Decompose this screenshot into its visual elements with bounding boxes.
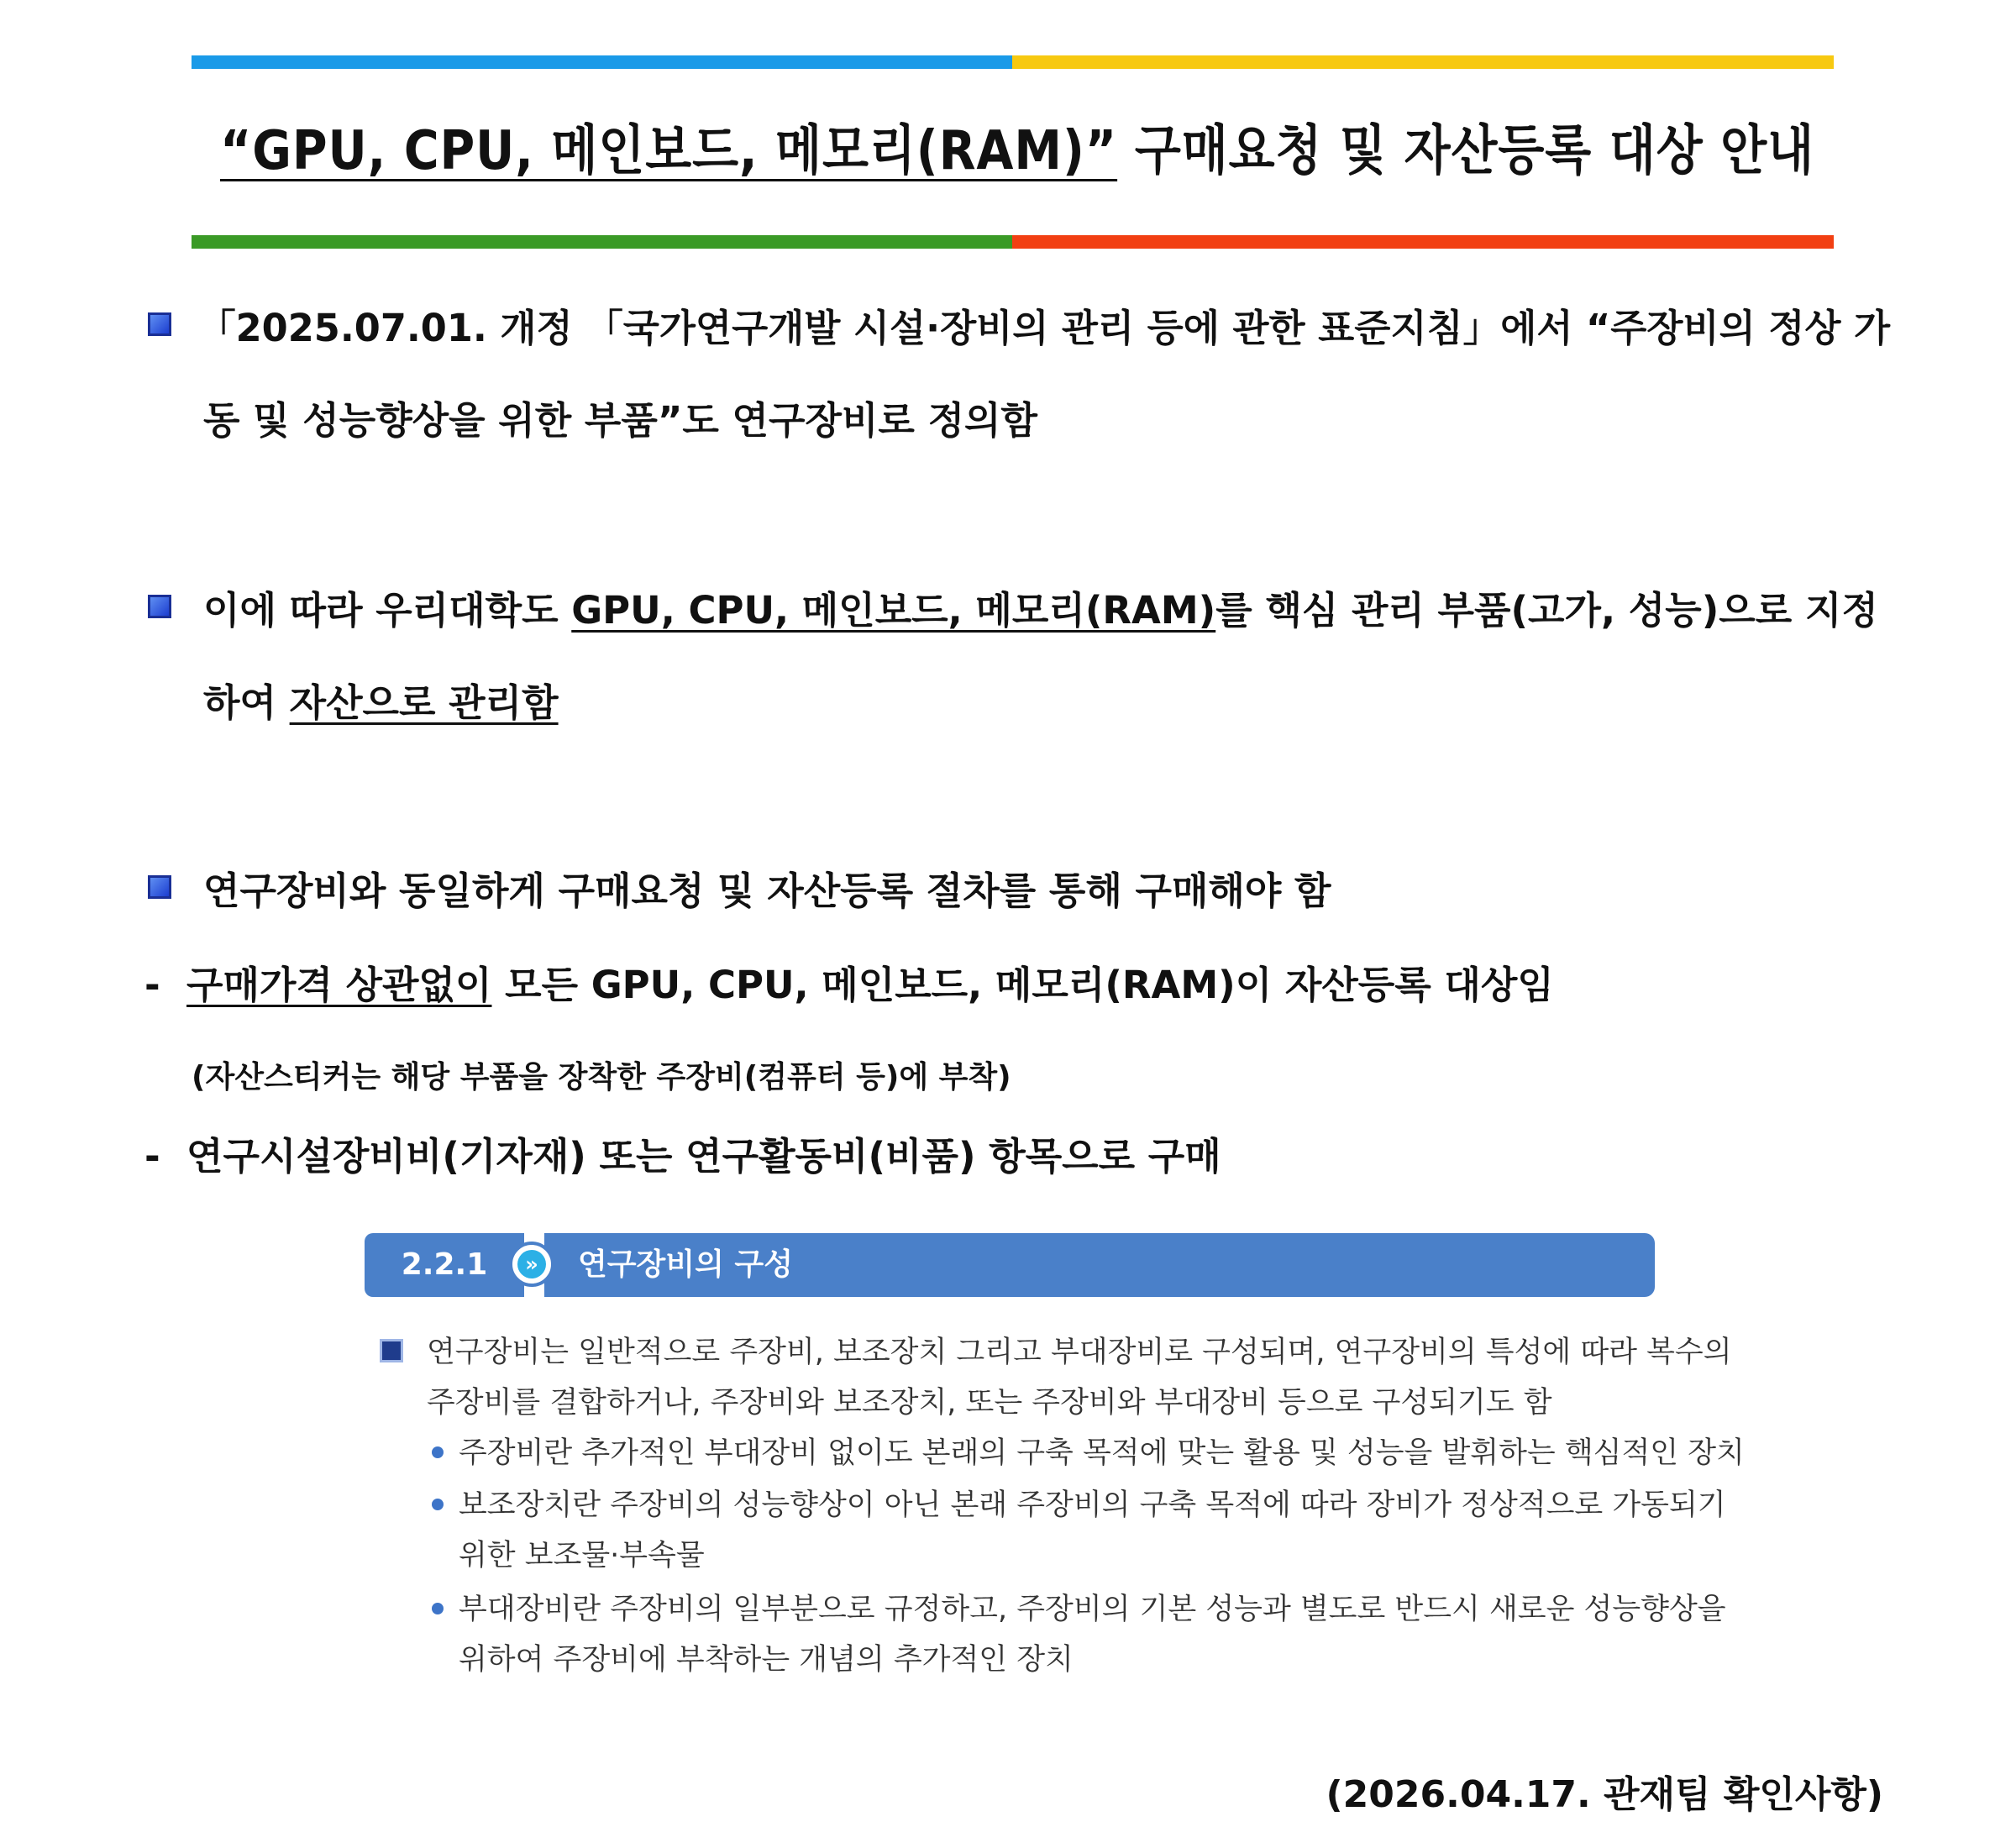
page-title <box>220 109 1815 193</box>
dash-item-1-underlined: 구매가격 상관없이 <box>186 963 492 1007</box>
double-chevron-icon <box>509 1242 554 1287</box>
top-bar-blue <box>192 55 1012 69</box>
guide-dot-bullet-icon <box>432 1603 444 1614</box>
dash-mark: - <box>144 1134 160 1179</box>
guide-section-number: 2.2.1 <box>365 1233 524 1297</box>
bottom-bar-green <box>192 235 1012 249</box>
section-2-line-1-post: 를 핵심 관리 부품(고가, 성능)으로 지정 <box>1215 588 1878 633</box>
section-3-line-1: 연구장비와 동일하게 구매요청 및 자산등록 절차를 통해 구매해야 함 <box>203 869 1331 913</box>
double-chevron-glyph: » <box>517 1250 546 1278</box>
square-bullet-icon <box>148 595 171 618</box>
section-2-line-1-underlined: GPU, CPU, 메인보드, 메모리(RAM) <box>571 588 1216 633</box>
section-2-line-2-pre: 하여 <box>203 680 290 725</box>
guide-bullet-3-line-1: 부대장비란 주장비의 일부분으로 규정하고, 주장비의 기본 성능과 별도로 반드시 새로운 성능향상을 <box>459 1593 1726 1626</box>
section-2-line-1-pre: 이에 따라 우리대학도 <box>203 588 572 633</box>
section-1-line-1: 「2025.07.01. 개정 「국가연구개발 시설·장비의 관리 등에 관한 표준지침」에서 “주장비의 정상 가 <box>198 306 1891 350</box>
section-2-line-2-underlined: 자산으로 관리함 <box>289 680 559 725</box>
guide-intro-line-1: 연구장비는 일반적으로 주장비, 보조장치 그리고 부대장비로 구성되며, 연구장비의 특성에 따라 복수의 <box>427 1336 1732 1369</box>
guide-dot-bullet-icon <box>432 1446 444 1458</box>
guide-dot-bullet-icon <box>432 1499 444 1510</box>
guide-bullet-2-line-1: 보조장치란 주장비의 성능향상이 아닌 본래 주장비의 구축 목적에 따라 장비가 정상적으로 가동되기 <box>459 1488 1726 1522</box>
dash-item-1-post: 모든 GPU, CPU, 메인보드, 메모리(RAM)이 자산등록 대상임 <box>491 963 1554 1007</box>
title-quoted-part: “GPU, CPU, 메인보드, 메모리(RAM)” <box>220 120 1118 182</box>
dash-item-1-note: (자산스티커는 해당 부품을 장착한 주장비(컴퓨터 등)에 부착) <box>192 1060 1011 1095</box>
square-bullet-icon <box>148 312 171 336</box>
section-1-line-2: 동 및 성능향상을 위한 부품”도 연구장비로 정의함 <box>203 398 1037 443</box>
dash-item-2-text: 연구시설장비비(기자재) 또는 연구활동비(비품) 항목으로 구매 <box>186 1134 1221 1179</box>
guide-square-bullet-icon <box>380 1339 403 1362</box>
square-bullet-icon <box>148 875 171 899</box>
title-rest: 구매요청 및 자산등록 대상 안내 <box>1117 120 1815 182</box>
guide-header <box>365 1233 1655 1297</box>
section-2-line-2 <box>203 672 559 727</box>
dash-item-2 <box>144 1126 1221 1180</box>
guide-heading: 연구장비의 구성 <box>544 1233 1655 1297</box>
dash-item-1 <box>144 954 1554 1009</box>
bottom-bar-red <box>1012 235 1834 249</box>
guide-bullet-3-line-2: 위하여 주장비에 부착하는 개념의 추가적인 장치 <box>459 1643 1074 1677</box>
footer-note: (2026.04.17. 관재팀 확인사항) <box>1326 1773 1883 1816</box>
guide-bullet-2-line-2: 위한 보조물·부속물 <box>459 1539 705 1572</box>
top-bar-yellow <box>1012 55 1834 69</box>
guide-intro-line-2: 주장비를 결합하거나, 주장비와 보조장치, 또는 주장비와 부대장비 등으로 구성되기도 함 <box>427 1386 1552 1420</box>
guide-bullet-1-line-1: 주장비란 추가적인 부대장비 없이도 본래의 구축 목적에 맞는 활용 및 성능을 발휘하는 핵심적인 장치 <box>459 1436 1745 1470</box>
section-2-line-1 <box>203 580 1878 634</box>
dash-mark: - <box>144 963 160 1007</box>
